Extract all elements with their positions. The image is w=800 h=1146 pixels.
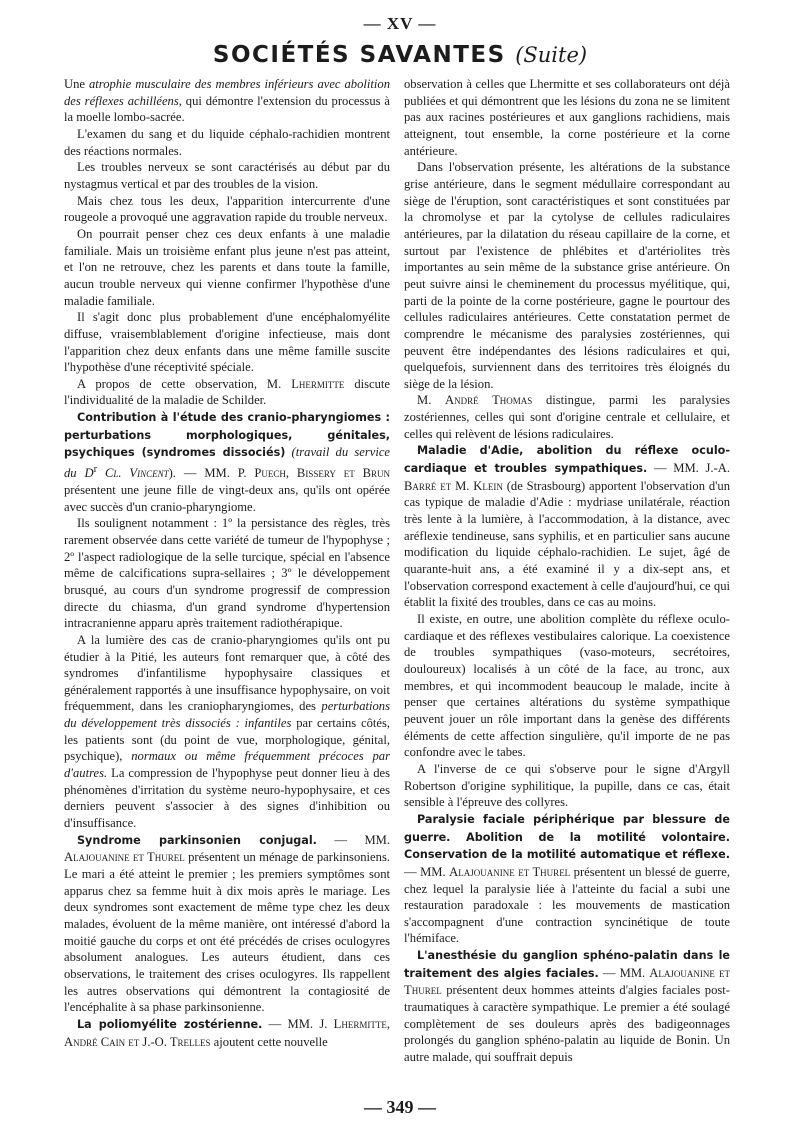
- author-names: J. Lhermitte, André Cain et J.-O. Trelles: [64, 1016, 390, 1049]
- paragraph: Il existe, en outre, une abolition complète du réflexe oculo-cardiaque et des réflexes vestibulaires calorique. La coexistence de troubles sympathiques (vaso-moteurs, secrétoires, douloureux) localisés à un côté de la face, au tronc, aux membres, et qui incommodent beaucoup le malade, incite à penser que certaines altérations du système sympathique peuvent jouer un rôle important dans la genèse des différents éléments de cette affection singulière, qu'il importe de ne pas confondre avec le tabes.: [404, 612, 730, 760]
- paragraph: M. André Thomas distingue, parmi les paralysies zostériennes, celles qui sont d'origine centrale et cellulaire, et celles qui relèvent de lésions radiculaires.: [404, 393, 731, 441]
- section-adie: Maladie d'Adie, abolition du réflexe oculo-cardiaque et troubles sympathiques. — MM. J.-A. Barré et M. Klein (de Strasbourg) apportent l'observation d'un cas typique de maladie d'Adie : mydriase unilatérale, réaction très lente à la lumière, à l'accommodation, à la distance, avec aréflexie tendineuse, sans syphilis, et en particulier sans aucune modification du liquide céphalo-rachidien. Le sujet, âgé de quarante-huit ans, a été examiné il y a dix-sept ans, et l'observation correspond exactement à celle d'aujourd'hui, ce qui établit la fixité des troubles, dans ce cas au moins.: [404, 444, 730, 610]
- title-main: SOCIÉTÉS SAVANTES: [212, 42, 506, 68]
- paragraph: observation à celles que Lhermitte et ses collaborateurs ont déjà publiées et qui démontrent que les lésions du zona ne se limitent pas aux racines postérieures et aux ganglions rachidiens, mais atteignent, tout ensemble, la corne postérieure et la corne antérieure.: [404, 77, 730, 158]
- author-names: Alajouanine et Thurel: [404, 965, 730, 998]
- paragraph: L'examen du sang et du liquide céphalo-rachidien montrent des réactions normales.: [64, 126, 390, 158]
- paragraph: Dans l'observation présente, les altérations de la substance grise antérieure, dans le segment médullaire correspondant au siège de l'éruption, sont caractéristiques et sont constituées par la chromolyse et par la cytolyse de cellules radiculaires antérieures, par la dilatation du réseau capillaire de la corne, et surtout par l'existence de phlébites et d'artériolites très importantes au sein même de la substance grise antérieure. On peut suivre ainsi le cheminement du processus myélitique, qui, parti de la pointe de la corne postérieure, gagne le pourtour des cellules radiculaires antérieures. Cette constatation permet de comprendre le mécanisme des paralysies zostériennes, qui peuvent être indépendantes des lésions radiculaires et qui, quelquefois, surviennent dans des territoires très éloignés du siège de la lésion.: [404, 160, 730, 391]
- paragraph: A propos de cette observation, M. Lhermitte discute l'individualité de la maladie de Schilder.: [64, 376, 390, 408]
- section-anesthesie: L'anesthésie du ganglion sphéno-palatin dans le traitement des algies faciales. — MM. Alajouanine et Thurel présentent deux hommes atteints d'algies faciales post-traumatiques à caractère sympathique. Le premier a été soulagé complètement de ses douleurs après des badigeonnages prolongés du ganglion sphéno-palatin au liquide de Bonin. Un autre malade, qui souffrait depuis: [404, 949, 730, 1065]
- section-parkinsonien: Syndrome parkinsonien conjugal. — MM. Alajouanine et Thurel présentent un ménage de parkinsoniens. Le mari a été atteint le premier ; les premiers symptômes sont apparus chez sa femme huit à dix mois après le mariage. Les deux syndromes sont exactement de même type chez les deux malades, évoluent de la même manière, ont intéressé d'abord la moitié gauche du corps et ont été précédés de crises oculogyres absolument analogues. Les auteurs étudient, dans ces observations, le traitement des crises oculogyres. Ils rappellent les autres observations qui démontrent la contagiosité de l'encéphalite à sa phase parkinsonienne.: [64, 832, 391, 1015]
- paragraph: Mais chez tous les deux, l'apparition intercurrente d'une rougeole a provoqué une aggravation rapide du trouble nerveux.: [64, 193, 390, 225]
- right-column: [404, 76, 730, 1066]
- paragraph: Les troubles nerveux se sont caractérisés au début par du nystagmus vertical et par des troubles de la vision.: [64, 160, 390, 191]
- author-name: André Thomas: [445, 393, 533, 408]
- section-paralysie-faciale: Paralysie faciale périphérique par blessure de guerre. Abolition de la motilité volontaire. Conservation de la motilité automatique et réflexe. — MM. Alajouanine et Thurel présentent un blessé de guerre, chez lequel la paralysie liée à l'atteinte du facial a subi une restauration paradoxale : les mouvements de mastication s'accompagnent d'une contraction syncinétique de toute l'hémiface.: [404, 812, 731, 946]
- paragraph: Ils soulignent notamment : 1º la persistance des règles, très rarement observée dans cette variété de tumeur de l'hypophyse ; 2º l'aspect radiologique de la selle turcique, spécial en l'absence même de calcifications supra-sellaires ; 3º le développement brusqué, au cours d'un syndrome progressif de compression directe du chiasma, d'un grand syndrome d'hypertension intracranienne apparu après traitement radiothérapique.: [64, 516, 390, 631]
- section-heading: Contribution à l'étude des cranio-pharyngiomes : perturbations morphologiques, génitales, psychiques (syndromes dissociés): [64, 411, 390, 460]
- section-heading: La poliomyélite zostérienne.: [77, 1017, 263, 1031]
- author-names: J.-A. Barré et M. Klein: [404, 461, 730, 493]
- page-number: — 349 —: [364, 1097, 436, 1117]
- left-column: [64, 76, 390, 1050]
- author-names: P. Puech, Bissery et Brun: [237, 466, 390, 481]
- paragraph: Il s'agit donc plus probablement d'une encéphalomyélite diffuse, vraisemblablement d'origine infectieuse, mais dont l'apparition chez deux enfants dans une même famille suscite l'hypothèse d'une réceptivité spéciale.: [64, 310, 390, 375]
- section-heading: L'anesthésie du ganglion sphéno-palatin dans le traitement des algies faciales.: [404, 949, 730, 980]
- paragraph: A l'inverse de ce qui s'observe pour le signe d'Argyll Robertson d'origine syphilitique, la pupille, dans ce cas, était sensible à l'épreuve des collyres.: [404, 761, 730, 810]
- paragraph: On pourrait penser chez ces deux enfants à une maladie familiale. Mais un troisième enfant plus jeune n'est pas atteint, et l'on ne retrouve, chez les parents et dans toute la famille, aucun trouble nerveux qui vienne confirmer l'hypothèse d'une maladie familiale.: [64, 226, 390, 308]
- paragraph: Une atrophie musculaire des membres inférieurs avec abolition des réflexes achilléens, qui démontre l'extension du processus à la moelle lombo-sacrée.: [64, 77, 390, 125]
- roman-page-number: — XV —: [363, 14, 437, 33]
- section-cranio-pharyngiomes: Contribution à l'étude des cranio-pharyngiomes : perturbations morphologiques, génitales, psychiques (syndromes dissociés) (travail du service du $D^r$ Cl. Vincent). — MM. P. Puech, Bissery et Brun présentent une jeune fille de vingt-deux ans, qu'ils ont opérée avec succès d'un cranio-pharyngiome.: [64, 411, 390, 514]
- page-title: [0, 42, 800, 68]
- section-poliomyelite: La poliomyélite zostérienne. — MM. J. Lhermitte, André Cain et J.-O. Trelles ajoutent cette nouvelle: [64, 1016, 390, 1049]
- section-heading: Syndrome parkinsonien conjugal.: [77, 833, 317, 847]
- author-names: Alajouanine et Thurel: [64, 850, 185, 865]
- author-name: Lhermitte: [291, 376, 345, 391]
- paragraph: A la lumière des cas de cranio-pharyngiomes qu'ils ont pu étudier à la Pitié, les auteurs font remarquer que, à côté des syndromes d'infantilisme hypophysaire classiques et généralement rapportés à une insuffisance hypophysaire, on voit fréquemment, dans les craniopharyngiomes, des perturbations du développement très dissociés : infantiles par certains côtés, les patients sont (du point de vue, morphologique, génital, psychique), normaux ou même fréquemment précoces par d'autres. La compression de l'hypophyse peut donner lieu à des phénomènes d'irritation du système neuro-hypophysaire, et ces derniers peuvent s'associer à des signes d'inhibition ou d'insuffisance.: [64, 632, 391, 831]
- section-heading: Maladie d'Adie, abolition du réflexe oculo-cardiaque et troubles sympathiques.: [404, 444, 730, 476]
- author-names: Alajouanine et Thurel: [449, 864, 571, 879]
- title-suffix: (Suite): [515, 43, 588, 67]
- section-heading: Paralysie faciale périphérique par blessure de guerre. Abolition de la motilité volontaire. Conservation de la motilité automatique et réflexe.: [404, 812, 730, 862]
